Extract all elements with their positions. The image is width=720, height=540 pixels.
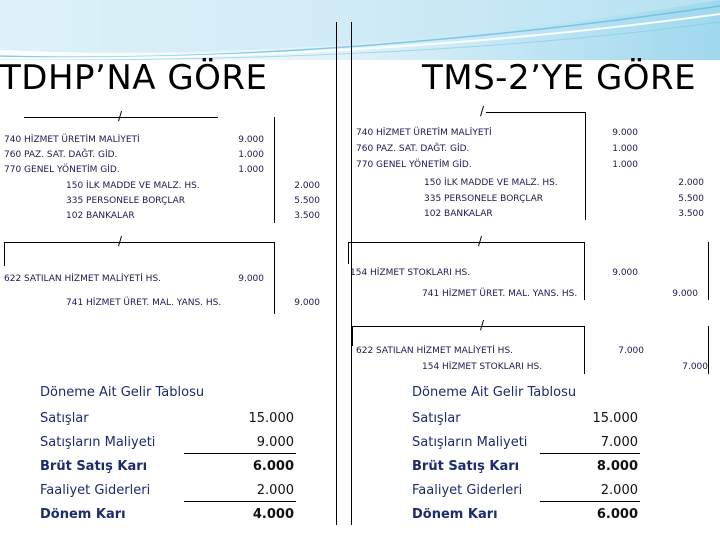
journal-right-rule xyxy=(584,326,585,374)
income-label: Satışlar xyxy=(412,411,461,426)
credit-amount: 2.000 xyxy=(678,178,704,188)
income-title: Döneme Ait Gelir Tablosu xyxy=(40,385,205,400)
account-name: 760 PAZ. SAT. DAĞT. GİD. xyxy=(356,144,470,154)
account-name: 102 BANKALAR xyxy=(424,209,493,219)
journal-top-rule xyxy=(348,242,584,243)
credit-amount: 5.500 xyxy=(294,196,320,206)
account-name: 154 HİZMET STOKLARI HS. xyxy=(350,268,471,278)
debit-amount: 9.000 xyxy=(238,135,264,145)
journal-outer-rule xyxy=(708,326,709,374)
journal-slash: / xyxy=(118,234,123,248)
debit-amount: 7.000 xyxy=(618,346,644,356)
subtotal-rule xyxy=(540,501,640,503)
income-value: 4.000 xyxy=(252,507,294,522)
decorative-banner xyxy=(0,0,720,60)
subtotal-rule xyxy=(184,501,296,503)
account-name: 622 SATILAN HİZMET MALİYETİ HS. xyxy=(4,274,162,284)
income-value: 9.000 xyxy=(256,435,294,450)
right-journal-entry-3 xyxy=(352,318,710,374)
credit-amount: 9.000 xyxy=(672,289,698,299)
income-value: 15.000 xyxy=(592,411,638,426)
income-title: Döneme Ait Gelir Tablosu xyxy=(412,385,577,400)
account-name: 741 HİZMET ÜRET. MAL. YANS. HS. xyxy=(422,289,578,299)
debit-amount: 1.000 xyxy=(612,160,638,170)
credit-amount: 2.000 xyxy=(294,181,320,191)
journal-right-rule xyxy=(584,242,585,300)
credit-amount: 9.000 xyxy=(294,298,320,308)
income-label: Satışların Maliyeti xyxy=(412,435,528,450)
account-name: 150 İLK MADDE VE MALZ. HS. xyxy=(66,181,200,191)
left-journal-entry-1 xyxy=(4,109,320,223)
journal-left-rule xyxy=(4,242,5,266)
debit-amount: 9.000 xyxy=(612,268,638,278)
credit-amount: 7.000 xyxy=(682,362,708,372)
journal-top-rule xyxy=(352,326,584,327)
journal-slash: / xyxy=(480,104,485,118)
income-value: 2.000 xyxy=(256,483,294,498)
journal-right-rule xyxy=(274,117,275,223)
account-name: 335 PERSONELE BORÇLAR xyxy=(66,196,186,206)
income-label: Satışların Maliyeti xyxy=(40,435,156,450)
left-column-divider xyxy=(336,22,337,525)
income-label: Faaliyet Giderleri xyxy=(40,483,151,498)
income-value: 7.000 xyxy=(600,435,638,450)
account-name: 154 HİZMET STOKLARI HS. xyxy=(422,362,543,372)
account-name: 770 GENEL YÖNETİM GİD. xyxy=(4,165,120,175)
account-name: 335 PERSONELE BORÇLAR xyxy=(424,194,544,204)
subtotal-rule xyxy=(540,453,640,455)
debit-amount: 1.000 xyxy=(612,144,638,154)
debit-amount: 9.000 xyxy=(612,128,638,138)
subtotal-rule xyxy=(184,453,296,455)
journal-left-rule xyxy=(352,326,353,346)
heading-tdhp: TDHP’NA GÖRE xyxy=(0,58,268,98)
income-value: 6.000 xyxy=(252,459,294,474)
journal-slash: / xyxy=(480,318,485,332)
left-journal-entry-2 xyxy=(4,234,329,314)
income-label: Dönem Karı xyxy=(412,507,498,522)
credit-amount: 3.500 xyxy=(294,211,320,221)
account-name: 770 GENEL YÖNETİM GİD. xyxy=(356,160,472,170)
income-label: Dönem Karı xyxy=(40,507,126,522)
account-name: 740 HİZMET ÜRETİM MALİYETİ xyxy=(4,135,140,145)
account-name: 102 BANKALAR xyxy=(66,211,135,221)
journal-outer-rule xyxy=(708,242,709,300)
income-label: Brüt Satış Karı xyxy=(40,459,148,474)
credit-amount: 3.500 xyxy=(678,209,704,219)
journal-slash: / xyxy=(478,234,483,248)
right-income-statement xyxy=(412,385,672,530)
income-label: Brüt Satış Karı xyxy=(412,459,520,474)
journal-right-rule xyxy=(585,112,586,220)
income-value: 15.000 xyxy=(248,411,294,426)
journal-top-rule xyxy=(4,242,274,243)
debit-amount: 1.000 xyxy=(238,150,264,160)
account-name: 741 HİZMET ÜRET. MAL. YANS. HS. xyxy=(66,298,222,308)
debit-amount: 1.000 xyxy=(238,165,264,175)
account-name: 760 PAZ. SAT. DAĞT. GİD. xyxy=(4,150,118,160)
account-name: 622 SATILAN HİZMET MALİYETİ HS. xyxy=(356,346,514,356)
right-journal-entry-1 xyxy=(356,104,706,220)
heading-tms2: TMS-2’YE GÖRE xyxy=(422,58,697,98)
journal-right-rule xyxy=(274,242,275,314)
right-journal-entry-2 xyxy=(348,234,710,300)
left-income-statement xyxy=(40,385,300,530)
income-label: Satışlar xyxy=(40,411,89,426)
income-value: 2.000 xyxy=(600,483,638,498)
journal-top-rule xyxy=(486,112,586,113)
income-label: Faaliyet Giderleri xyxy=(412,483,523,498)
journal-left-rule xyxy=(348,242,349,264)
journal-slash: / xyxy=(118,109,123,123)
credit-amount: 5.500 xyxy=(678,194,704,204)
income-value: 6.000 xyxy=(596,507,638,522)
account-name: 150 İLK MADDE VE MALZ. HS. xyxy=(424,178,558,188)
account-name: 740 HİZMET ÜRETİM MALİYETİ xyxy=(356,128,492,138)
debit-amount: 9.000 xyxy=(238,274,264,284)
income-value: 8.000 xyxy=(596,459,638,474)
